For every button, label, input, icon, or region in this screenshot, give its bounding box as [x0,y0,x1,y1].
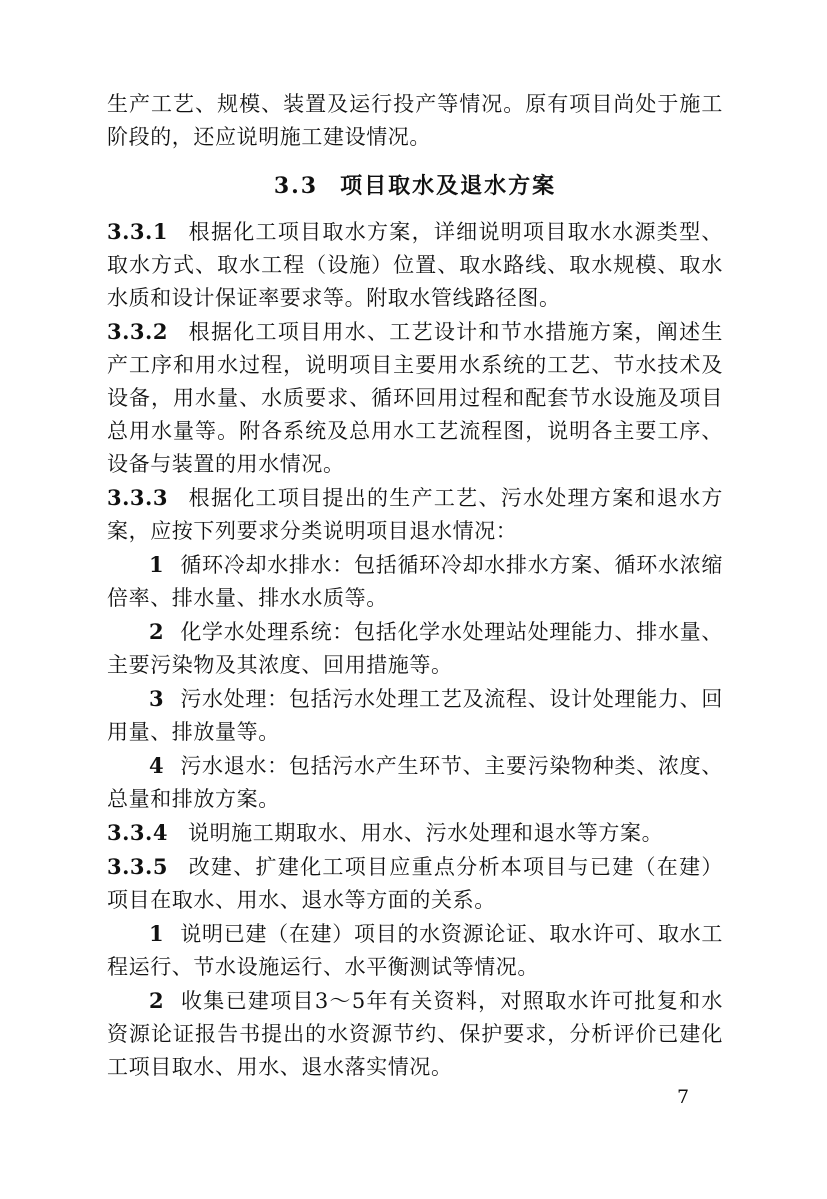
item-number: 4 [149,753,165,778]
item-text: 化学水处理系统：包括化学水处理站处理能力、排水量、主要污染物及其浓度、回用措施等。 [107,620,723,677]
clause-3-3-1 [107,215,723,315]
clause-3-3-4 [107,816,723,850]
clause-3-3-3 [107,481,723,548]
clause-number: 3.3.3 [107,485,168,510]
clause-text: 根据化工项目取水方案，详细说明项目取水水源类型、取水方式、取水工程（设施）位置、取水路线、取水规模、取水水质和设计保证率要求等。附取水管线路径图。 [107,220,723,310]
item-text: 循环冷却水排水：包括循环冷却水排水方案、循环水浓缩倍率、排水量、排水水质等。 [107,553,723,610]
item-text: 污水退水：包括污水产生环节、主要污染物种类、浓度、总量和排放方案。 [107,754,723,811]
page-content [107,88,723,1084]
clause-text: 根据化工项目用水、工艺设计和节水措施方案，阐述生产工序和用水过程，说明项目主要用水系统的工艺、节水技术及设备，用水量、水质要求、循环回用过程和配套节水设施及项目总用水量等。附各系统及总用水工艺流程图，说明各主要工序、设备与装置的用水情况。 [107,320,723,476]
clause-number: 3.3.2 [107,319,168,344]
page-number: 7 [677,1086,690,1108]
item-number: 1 [149,552,165,577]
clause-number: 3.3.1 [107,219,168,244]
item-number: 3 [149,686,165,711]
item-number: 2 [149,619,165,644]
intro-paragraph: 生产工艺、规模、装置及运行投产等情况。原有项目尚处于施工阶段的，还应说明施工建设情况。 [107,92,723,149]
clause-number: 3.3.5 [107,854,168,879]
clause-text: 根据化工项目提出的生产工艺、污水处理方案和退水方案，应按下列要求分类说明项目退水情况： [107,486,723,543]
list-item [107,615,723,682]
list-item [107,984,723,1084]
list-item [107,548,723,615]
clause-3-3-5 [107,850,723,917]
section-title: 项目取水及退水方案 [340,173,557,199]
clause-number: 3.3.4 [107,820,168,845]
item-text: 收集已建项目3～5年有关资料，对照取水许可批复和水资源论证报告书提出的水资源节约、保护要求，分析评价已建化工项目取水、用水、退水落实情况。 [107,989,723,1079]
item-text: 说明已建（在建）项目的水资源论证、取水许可、取水工程运行、节水设施运行、水平衡测试等情况。 [107,922,723,979]
clause-3-3-2 [107,315,723,481]
list-item [107,682,723,749]
section-heading [107,170,723,203]
item-number: 1 [149,921,165,946]
clause-text: 说明施工期取水、用水、污水处理和退水等方案。 [187,821,664,845]
item-text: 污水处理：包括污水处理工艺及流程、设计处理能力、回用量、排放量等。 [107,687,723,744]
list-item [107,749,723,816]
item-number: 2 [149,988,165,1013]
clause-text: 改建、扩建化工项目应重点分析本项目与已建（在建）项目在取水、用水、退水等方面的关系。 [107,855,723,912]
list-item [107,917,723,984]
section-number: 3.3 [273,173,319,199]
